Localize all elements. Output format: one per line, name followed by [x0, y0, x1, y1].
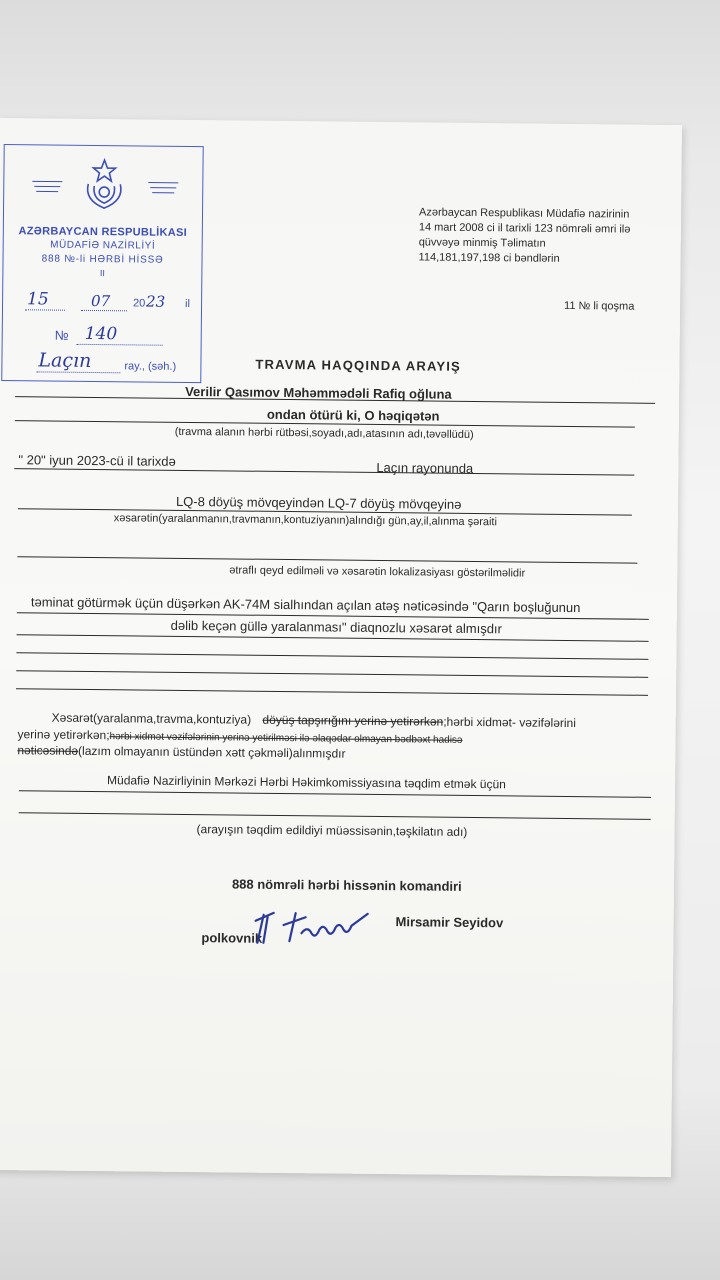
- stamp-line-2: MÜDAFİƏ NAZİRLİYİ: [50, 239, 156, 252]
- injury-clause-f: nəticəsində: [17, 743, 79, 758]
- regulation-line-1: Azərbaycan Respublikası Müdafiə nazirinin: [418, 206, 630, 221]
- stamp-number-label: №: [54, 327, 69, 343]
- caption-submit: (arayışın təqdim edildiyi müəssisənin,təşkilatın adı): [196, 822, 468, 839]
- commander-rank: polkovnik: [201, 930, 263, 946]
- stamp-line-4: II: [99, 268, 105, 279]
- incident-district: Laçın rayonunda: [376, 459, 474, 476]
- injury-clause-g: (lazım olmayanın üstündən xətt çəkməli)alınmışdır: [78, 743, 346, 761]
- injury-clause-a: Xəsarət(yaralanma,travma,kontuziya): [51, 710, 252, 727]
- commander-title: 888 nömrəli hərbi hissənin komandiri: [231, 876, 462, 894]
- injury-clause-c: ;hərbi xidmət- vəzifələrini: [443, 714, 577, 731]
- emblem-icon: [74, 154, 135, 215]
- page-title: TRAVMA HAQQINDA ARAYIŞ: [255, 356, 462, 374]
- regulation-line-2: 14 mart 2008 ci il tarixli 123 nömrəli əmri ilə: [418, 221, 631, 236]
- commander-name: Mirsamir Seyidov: [395, 914, 504, 931]
- incident-route: LQ-8 döyüş mövqeyindən LQ-7 döyüş mövqeyinə: [175, 493, 462, 512]
- caption-conditions: xəsarətin(yaralanmanın,travmanın,kontuziyanın)alındığı gün,ay,il,alınma şəraiti: [113, 512, 498, 529]
- issued-to: Verilir Qasımov Məhəmmədəli Rafiq oğluna: [185, 383, 452, 402]
- stamp-year-prefix: 20: [133, 297, 146, 310]
- caption-details: ətraflı qeyd edilməli və xəsarətin lokalizasiyası göstərilməlidir: [229, 564, 526, 580]
- stamp-number: 140: [84, 323, 118, 345]
- stamp-date-suffix: il: [185, 297, 191, 310]
- stamp-line-3: 888 №-li HƏRBİ HİSSƏ: [41, 253, 164, 266]
- stamp-place: Laçın: [38, 349, 92, 372]
- regulation-line-4: 114,181,197,198 ci bəndlərin: [418, 251, 560, 265]
- ribbon-right-icon: [146, 177, 180, 199]
- submit-to: Müdafiə Nazirliyinin Mərkəzi Hərbi Həkimkomissiyasına təqdim etmək üçün: [106, 773, 506, 792]
- injury-clause-d: yerinə yetirərkən;: [17, 727, 110, 743]
- injury-clause-b: döyüş tapşırığını yerinə yetirərkən: [262, 712, 444, 729]
- details-line-1: təminat götürmək üçün düşərkən AK-74M sialhından açılan atəş nəticəsində "Qarın boşluğunun: [30, 594, 581, 616]
- incident-date: " 20" iyun 2023-cü il tarixdə: [18, 452, 176, 469]
- document-page: [0, 118, 682, 1177]
- stamp-place-suffix: ray., (səh.): [124, 360, 177, 373]
- ribbon-left-icon: [30, 175, 64, 197]
- caption-person: (travma alanın hərbi rütbəsi,soyadı,adı,atasının adı,təvəllüdü): [174, 425, 474, 441]
- stamp-date-year: 23: [145, 292, 166, 311]
- injury-clause-e: hərbi xidmət vəzifələrinin yerinə yetirilməsi ilə əlaqədar olmayan bədbəxt hadisə: [109, 731, 463, 746]
- stamp-date-month: 07: [90, 291, 111, 311]
- signature-icon: [249, 903, 380, 954]
- because-line: ondan ötürü ki, O həqiqətən: [266, 406, 440, 424]
- annex-number: 11 № li qoşma: [564, 299, 635, 313]
- regulation-line-3: qüvvəyə minmiş Təlimatın: [418, 236, 546, 250]
- stamp-date-day: 15: [26, 289, 49, 310]
- details-line-2: dəlib keçən güllə yaralanması" diaqnozlu xəsarət almışdır: [170, 617, 502, 637]
- stamp-line-1: AZƏRBAYCAN RESPUBLİKASI: [18, 225, 188, 239]
- military-stamp: [1, 144, 203, 383]
